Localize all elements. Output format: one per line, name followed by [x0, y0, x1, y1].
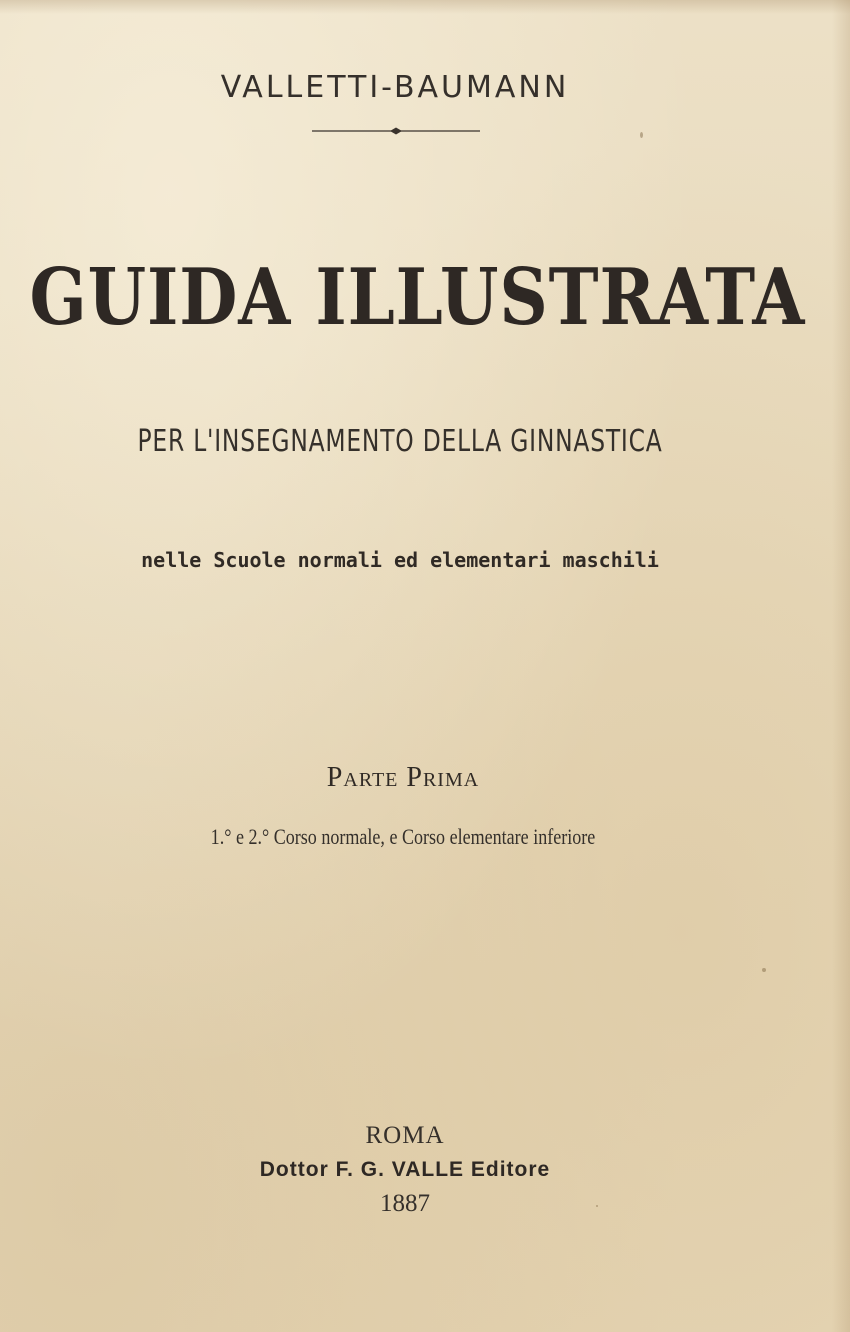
publisher-name: Dottor F. G. VALLE Editore [259, 1158, 551, 1181]
right-edge-shadow [832, 0, 850, 1332]
publication-year: 1887 [380, 1190, 430, 1217]
top-edge-shadow [0, 0, 850, 14]
book-subtitle: PER L'INSEGNAMENTO DELLA GINNASTICA [137, 424, 663, 459]
diamond-rule-ornament-icon [312, 124, 480, 138]
part-heading: Parte Prima [326, 762, 480, 793]
school-description: nelle Scuole normali ed elementari maschili [141, 548, 659, 572]
paper-speck [762, 968, 766, 972]
paper-speck [596, 1205, 598, 1207]
paper-speck [640, 132, 643, 138]
book-title: GUIDA ILLUSTRATA [29, 252, 806, 343]
course-description: 1.° e 2.° Corso normale, e Corso elementare inferiore [210, 824, 596, 849]
author-name: VALLETTI-BAUMANN [220, 70, 570, 105]
publication-city: ROMA [365, 1122, 445, 1149]
